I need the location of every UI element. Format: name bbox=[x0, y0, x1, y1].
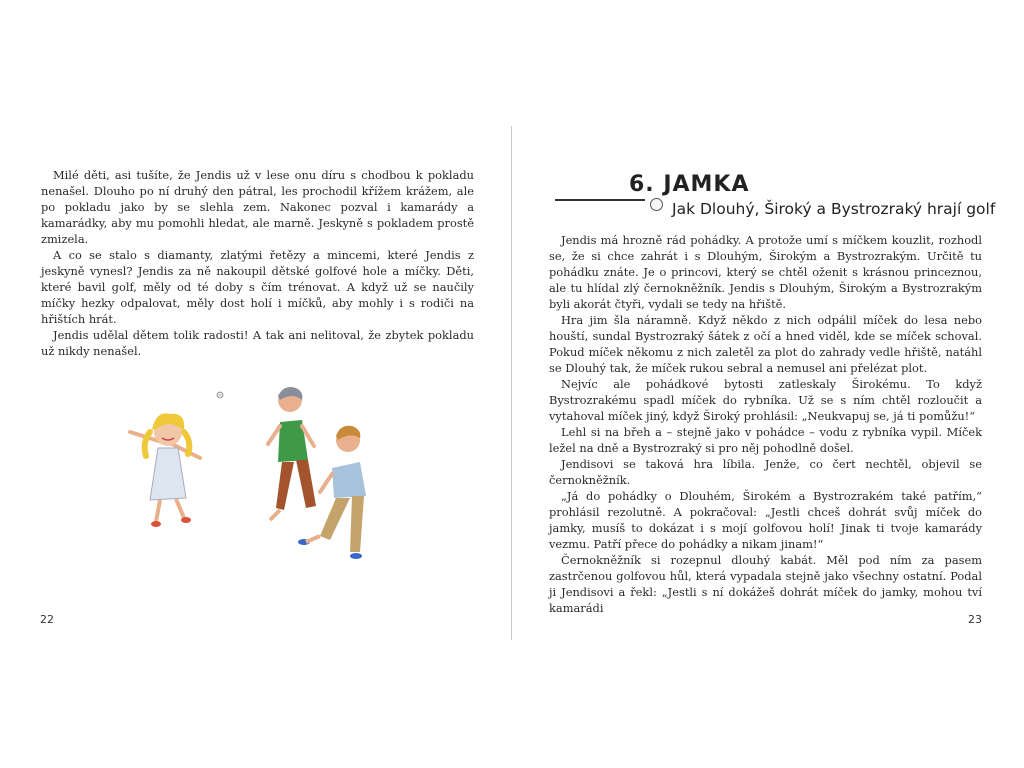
paragraph: Jendisovi se taková hra líbila. Jenže, co čert nechtěl, objevil se černokněžník. bbox=[549, 457, 982, 487]
chapter-title: 6. JAMKA bbox=[629, 172, 750, 197]
chapter-subtitle: Jak Dlouhý, Široký a Bystrozraký hrají golf bbox=[672, 200, 996, 218]
right-page-text bbox=[549, 232, 982, 616]
left-page-text bbox=[41, 167, 474, 359]
paragraph: Jendis udělal dětem tolik radosti! A tak ani nelitoval, že zbytek pokladu už nikdy nenašel. bbox=[41, 328, 474, 358]
paragraph: A co se stalo s diamanty, zlatými řetězy a mincemi, které Jendis z jeskyně vynesl? Jendis za ně nakoupil dětské golfové hole a míčky. Děti, které bavil golf, měly od té doby s čím trénovat. A když už se naučily míčky hezky odpalovat, měly dost holí i míčků, aby mohly i s rodiči na hřištích hrát. bbox=[41, 248, 474, 326]
paragraph: Černokněžník si rozepnul dlouhý kabát. Měl pod ním za pasem zastrčenou golfovou hůl, která vypadala stejně jako všechny ostatní. Podal ji Jendisovi a řekl: „Jestli s ní dokážeš dohrát míček do jamky, mohou tví kamarádi bbox=[549, 553, 982, 615]
children-playing-illustration bbox=[120, 380, 410, 570]
chapter-heading bbox=[555, 170, 995, 226]
page-number: 23 bbox=[968, 613, 982, 626]
golf-ball-icon bbox=[217, 392, 223, 398]
paragraph: „Já do pohádky o Dlouhém, Širokém a Bystrozrakém také patřím,“ prohlásil rezolutně. A pokračoval: „Jestli chceš dohrát svůj míček do jamky, musíš to dokázat i s mojí golfovou holí! Jinak ti tvoje kamarády vezmu. Patří přece do pohádky a nikam jinam!“ bbox=[549, 489, 982, 551]
paragraph: Hra jim šla náramně. Když někdo z nich odpálil míček do lesa nebo houští, sundal Bystrozraký šátek z očí a hned viděl, kde se míček schoval. Pokud míček někomu z nich zaletěl za plot do zahrady vedle hřiště, natáhl se Dlouhý tak, že míček rukou sebral a nemusel ani přelézat plot. bbox=[549, 313, 982, 375]
girl-figure bbox=[130, 413, 200, 527]
paragraph: Nejvíc ale pohádkové bytosti zatleskaly Širokému. To když Bystrozrakému spadl míček do rybníka. Už se s ním chtěl rozloučit a vytahoval míček jiný, když Široký prohlásil: „Neukvapuj se, já ti pomůžu!“ bbox=[549, 377, 982, 423]
golf-ball-icon bbox=[650, 198, 663, 211]
boy-green-shirt-figure bbox=[268, 387, 316, 520]
paragraph: Milé děti, asi tušíte, že Jendis už v lese onu díru s chodbou k pokladu nenašel. Dlouho po ní druhý den pátral, les prochodil křížem krážem, ale po pokladu jako by se slehla zem. Nakonec pozval i kamarády a kamarádky, aby mu pomohli hledat, ale marně. Jeskyně s pokladem prostě zmizela. bbox=[41, 168, 474, 246]
page-number: 22 bbox=[40, 613, 54, 626]
chapter-divider-line bbox=[555, 199, 645, 201]
paragraph: Lehl si na břeh a – stejně jako v pohádce – vodu z rybníka vypil. Míček ležel na dně a Bystrozraký si pro něj pohodlně došel. bbox=[549, 425, 982, 455]
paragraph: Jendis má hrozně rád pohádky. A protože umí s míčkem kouzlit, rozhodl se, že si chce zahrát i s Dlouhým, Širokým a Bystrozrakým. Určitě tu pohádku znáte. Je o princovi, který se chtěl oženit s krásnou princeznou, ale tu hlídal zlý černokněžník. Jendis s Dlouhým, Širokým a Bystrozrakým byli akorát čtyři, vydali se tedy na hřiště. bbox=[549, 233, 982, 311]
